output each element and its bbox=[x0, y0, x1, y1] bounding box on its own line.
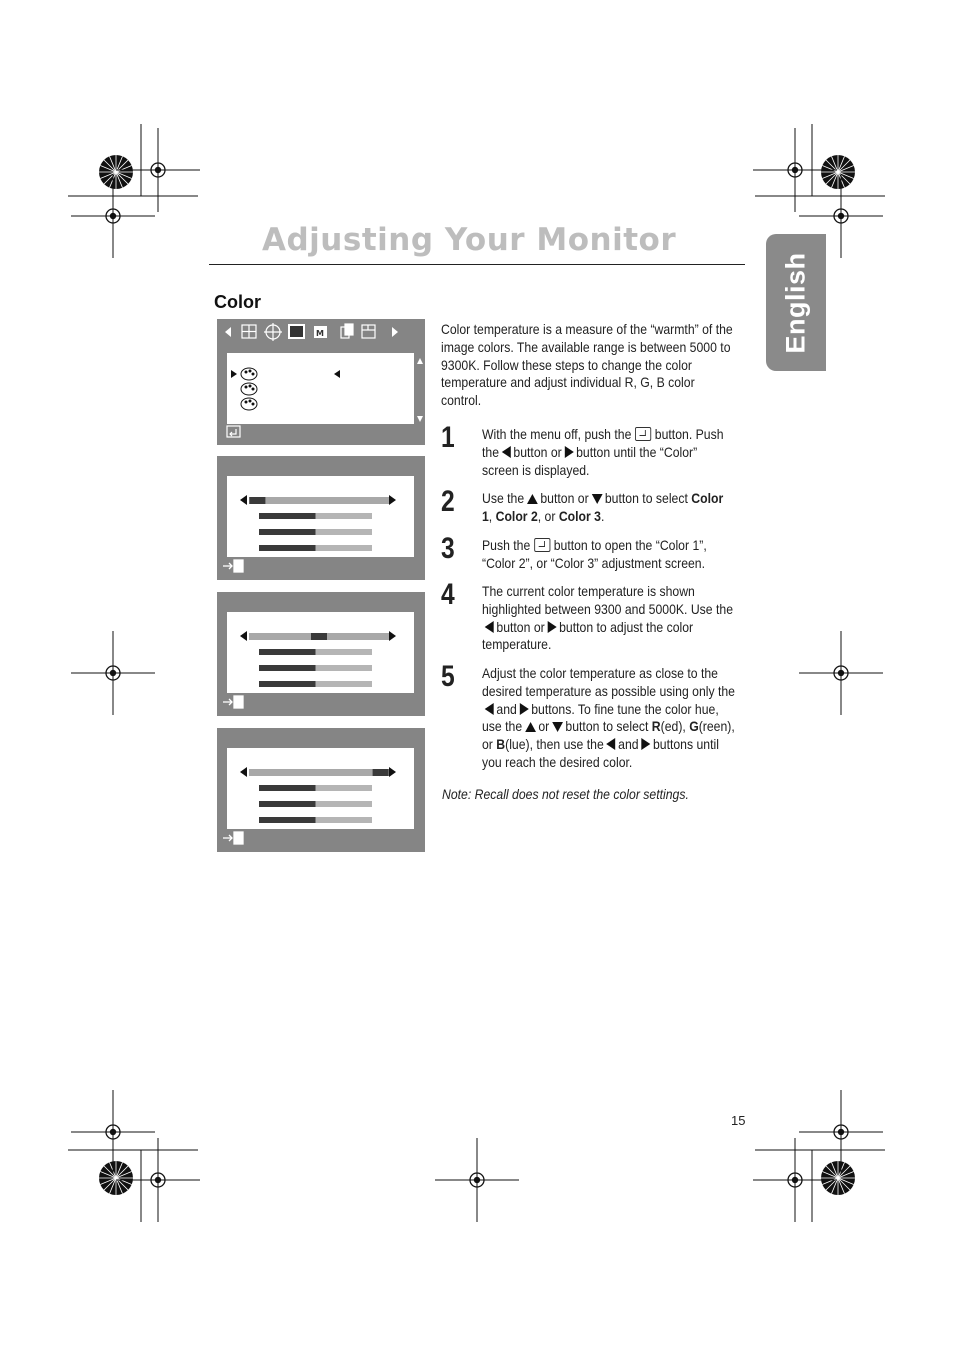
red-level-fill bbox=[259, 513, 316, 519]
step-5-number: 5 bbox=[441, 660, 455, 693]
page-number: 15 bbox=[731, 1113, 746, 1128]
temp-track bbox=[249, 497, 389, 504]
osd-color-list-icons bbox=[217, 319, 425, 445]
enter-button-icon bbox=[534, 538, 550, 552]
up-arrow-icon bbox=[527, 494, 538, 504]
temp-right-arrow-icon bbox=[389, 767, 396, 777]
page-title: Adjusting Your Monitor bbox=[262, 222, 677, 258]
temp-right-arrow-icon bbox=[389, 631, 396, 641]
step-3-number: 3 bbox=[441, 532, 455, 565]
red-level-fill bbox=[259, 649, 316, 655]
osd-color3-icon bbox=[241, 398, 257, 410]
right-arrow-icon bbox=[520, 703, 529, 715]
enter-button-icon bbox=[635, 427, 651, 441]
step-4-number: 4 bbox=[441, 578, 455, 611]
blue-level-fill bbox=[259, 681, 316, 687]
left-arrow-icon bbox=[485, 703, 494, 715]
osd-color-adjust-3-graphic bbox=[217, 728, 425, 852]
osd-color-adjust-1 bbox=[217, 456, 425, 580]
temp-track bbox=[249, 769, 389, 776]
left-arrow-icon bbox=[485, 621, 494, 633]
step-5-text: Adjust the color temperature as close to the desired temperature as possible using only theand buttons. To fine tune the color hue, use the or button to select R(ed), G(reen), or B(lue), then use the and buttons until you reach the desired color. bbox=[482, 666, 735, 770]
language-tab-label: English bbox=[780, 251, 811, 354]
note-text: Note: Recall does not reset the color settings. bbox=[442, 787, 689, 802]
osd-color-adjust-3 bbox=[217, 728, 425, 852]
step-2-text: Use the button or button to select Color 1, Color 2, or Color 3. bbox=[482, 491, 724, 524]
title-divider bbox=[209, 264, 745, 265]
temp-left-arrow-icon bbox=[240, 631, 247, 641]
green-level-fill bbox=[259, 801, 316, 807]
right-arrow-icon bbox=[547, 621, 556, 633]
svg-text:M: M bbox=[316, 329, 324, 338]
intro-paragraph: Color temperature is a measure of the “warmth” of the image colors. The available range is between 5000 to 9300K. Follow these steps to change the color temperature and adjust individual R, G, B color control. bbox=[441, 322, 733, 409]
temp-left-arrow-icon bbox=[240, 495, 247, 505]
temp-marker bbox=[373, 769, 389, 776]
step-2-number: 2 bbox=[441, 485, 455, 518]
step-1-text: With the menu off, push the button. Push the button or button until the “Color” screen is displayed. bbox=[482, 427, 724, 478]
step-1-number: 1 bbox=[441, 421, 455, 454]
osd-color-adjust-2-graphic bbox=[217, 592, 425, 716]
osd-color-adjust-2 bbox=[217, 592, 425, 716]
osd-color2-icon bbox=[241, 383, 257, 395]
down-arrow-icon bbox=[591, 494, 602, 504]
osd-select-pointer-icon bbox=[231, 370, 237, 378]
right-arrow-icon bbox=[564, 446, 573, 458]
left-arrow-icon bbox=[502, 446, 511, 458]
right-arrow-icon bbox=[641, 738, 650, 750]
blue-level-fill bbox=[259, 545, 316, 551]
section-heading: Color bbox=[214, 292, 261, 312]
osd-exit-icon bbox=[223, 832, 243, 844]
down-arrow-icon bbox=[552, 722, 563, 732]
left-arrow-icon bbox=[606, 738, 615, 750]
red-level-fill bbox=[259, 785, 316, 791]
temp-right-arrow-icon bbox=[389, 495, 396, 505]
osd-color-menu bbox=[217, 319, 425, 445]
osd-inline-left-arrow-icon bbox=[334, 370, 340, 378]
osd-color-adjust-1-graphic bbox=[217, 456, 425, 580]
step-4-text: The current color temperature is shown highlighted between 9300 and 5000K. Use thebutton or button to adjust the color temperature. bbox=[482, 584, 734, 653]
osd-scroll-up-icon bbox=[417, 358, 423, 364]
blue-level-fill bbox=[259, 817, 316, 823]
osd-exit-icon bbox=[223, 560, 243, 572]
temp-marker bbox=[311, 633, 327, 640]
green-level-fill bbox=[259, 665, 316, 671]
osd-exit-icon bbox=[223, 696, 243, 708]
temp-marker bbox=[249, 497, 265, 504]
osd-scroll-down-icon bbox=[417, 416, 423, 422]
step-3-text: Push the button to open the “Color 1”, “Color 2”, or “Color 3” adjustment screen. bbox=[482, 538, 707, 571]
temp-left-arrow-icon bbox=[240, 767, 247, 777]
osd-color1-icon bbox=[241, 368, 257, 380]
language-tab bbox=[766, 234, 826, 371]
osd-enter-icon bbox=[227, 426, 240, 437]
green-level-fill bbox=[259, 529, 316, 535]
up-arrow-icon bbox=[525, 722, 536, 732]
